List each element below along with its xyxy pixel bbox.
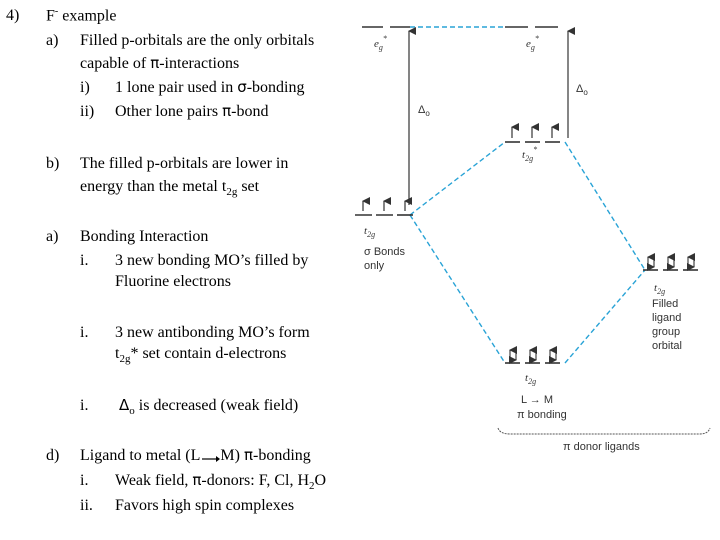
pi-donor-label: π donor ligands [563,441,640,453]
item-a1-sub-ii-marker: ii) [80,103,95,120]
item-b-line1: The filled p-orbitals are lower in [80,155,289,172]
item-b-line2-pre: energy than the metal t [80,178,227,195]
item-d-line1-post: -bonding [253,447,311,464]
connector-t2g-to-low [410,215,505,363]
pi-symbol: π [222,102,232,120]
ligand-t2g-label: $t_{2g}$ [654,282,666,296]
connector-star-to-ligand [565,142,645,270]
ligand-label: ligand [652,312,682,324]
pi-symbol: π [243,446,253,464]
item-d-sub1-post: O [314,472,327,489]
item-b-marker: b) [46,155,60,172]
connector-t2g-to-star [410,142,505,215]
item-a2-sub2-t: t [115,345,120,362]
title-rest: example [58,7,117,25]
item-a2-sub2-marker: i. [80,324,89,341]
t2g-star-label: $t_{2g}^*$ [522,145,538,163]
item-a1-line2-pre: capable of [80,55,151,72]
eg-right-label: $e_g^*$ [526,34,539,52]
item-b-t2g-sub: 2g [226,186,238,199]
ligand-electrons [648,257,694,267]
item-a2-sub2-post: * set contain d-electrons [130,345,287,362]
item-a2-line1: Bonding Interaction [80,228,209,245]
sigma-bonds-label: σ Bonds [364,246,406,258]
delta-right-label: $\Delta_o$ [576,83,588,97]
item-d-marker: d) [46,447,60,464]
t2g-left-electrons [363,201,405,211]
item-a1-sub-ii-post: -bond [231,103,269,120]
item-a1-sub-i-marker: i) [80,79,90,96]
t2g-low-label: $t_{2g}$ [525,372,537,386]
item-a1-sub-i-post: -bonding [246,79,305,96]
item-d-sub1-marker: i. [80,472,89,489]
item-a2-sub2-line1: 3 new antibonding MO’s form [115,324,310,341]
item-a1-marker: a) [46,32,59,49]
connector-lines [410,27,645,363]
item-a2-sub1-line2: Fluorine electrons [115,273,231,290]
pi-symbol: π [192,471,202,489]
item-d-line1-mid: M) [220,447,244,464]
t2g-low-electrons [510,350,556,360]
delta-sub: o [129,405,135,418]
water-sub: 2 [309,480,315,493]
bracket-line [498,428,710,434]
sigma-symbol: σ [237,78,247,96]
item-d-sub2: Favors high spin complexes [115,497,295,514]
orbital-label: orbital [652,340,682,352]
item-a2-sub2-sub: 2g [119,353,131,366]
sigma-bonds-only-label: only [364,260,385,272]
item-a1-sub-i-pre: 1 lone pair used in [115,79,238,96]
item-a2-sub3-marker: i. [80,397,89,414]
group-label: group [652,326,681,338]
connector-low-to-ligand [565,270,645,363]
pi-bonding-label: π bonding [517,409,567,421]
item-d-line1-pre: Ligand to metal (L [80,447,201,464]
pi-symbol: π [150,54,160,72]
filled-label: Filled [652,298,679,310]
delta-symbol: Δ [119,396,130,414]
item-a2-sub1-line1: 3 new bonding MO’s filled by [115,252,309,269]
item-a1-sub-ii-pre: Other lone pairs [115,103,223,120]
delta-left-label: $\Delta_o$ [418,104,430,118]
title-fluoride: F [46,7,55,25]
slide-number: 4) [6,7,20,24]
item-d-sub1-pre: Weak field, [115,472,193,489]
t2g-left-label: $t_{2g}$ [364,225,376,239]
t2g-star-electrons [512,127,552,138]
eg-left-label: $e_g^*$ [374,34,387,52]
item-a2-marker: a) [46,228,59,245]
lm-label: L → M [521,394,553,406]
item-a2-sub1-marker: i. [80,252,89,269]
item-a1-line2-post: -interactions [159,55,240,72]
item-d-sub2-marker: ii. [80,497,93,514]
item-d-sub1-mid: -donors: F, Cl, H [201,472,309,489]
item-b-line2-post: set [237,178,260,195]
item-a2-sub3-post: is decreased (weak field) [134,397,299,414]
title-charge: - [54,6,59,17]
item-a1-line1: Filled p-orbitals are the only orbitals [80,32,315,49]
